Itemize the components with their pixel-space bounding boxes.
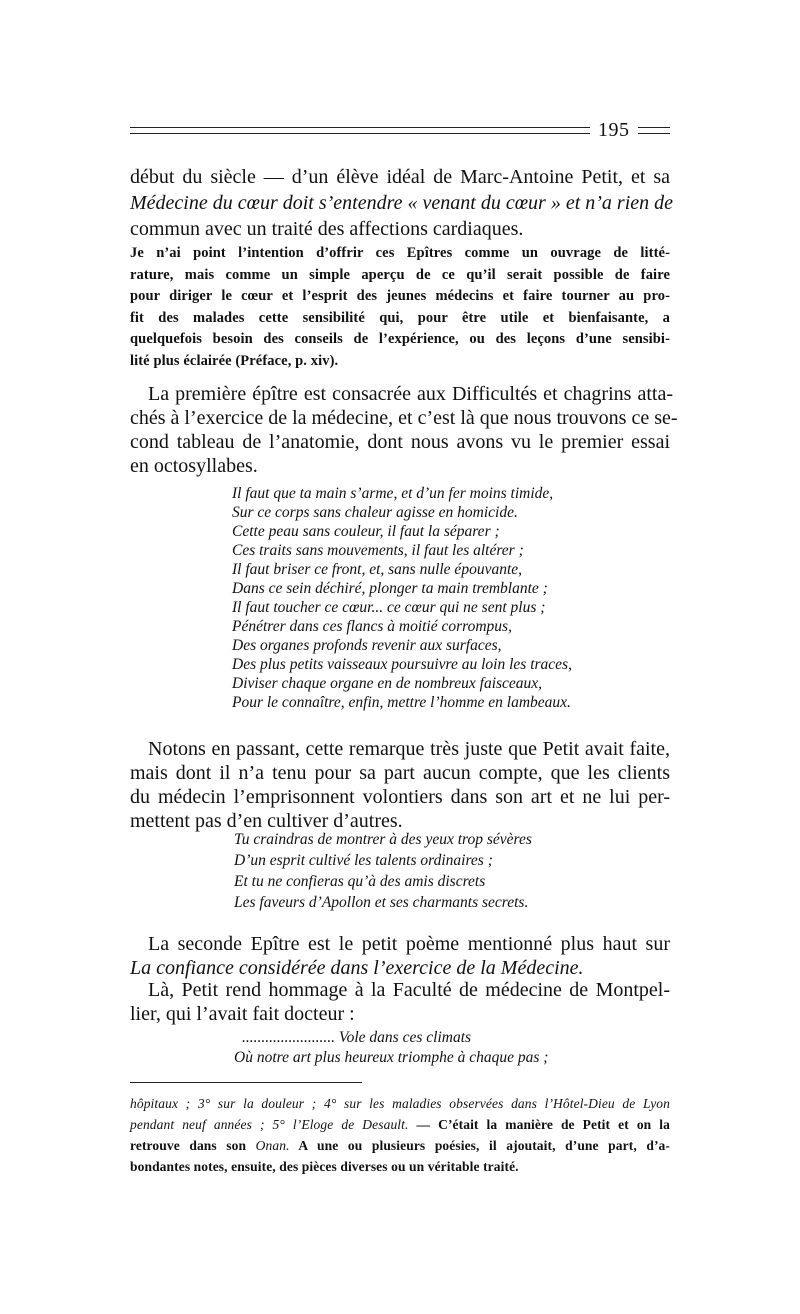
verse-line: Il faut que ta main s’arme, et d’un fer moins timide, — [232, 485, 554, 502]
verse-line: Ces traits sans mouvements, il faut les altérer ; — [232, 542, 524, 559]
paragraph-line: La seconde Epître est le petit poème mentionné plus haut sur — [148, 933, 670, 955]
verse-line: Les faveurs d’Apollon et ses charmants secrets. — [234, 894, 529, 911]
paragraph-line: lier, qui l’avait fait docteur : — [130, 1003, 355, 1025]
quotation-line: quelquefois besoin des conseils de l’expérience, ou des leçons d’une sensibi- — [130, 331, 670, 347]
verse-line: Il faut toucher ce cœur... ce cœur qui ne sent plus ; — [232, 599, 546, 616]
paragraph-line: Médecine du cœur doit s’entendre « venant du cœur » et n’a rien de — [130, 192, 674, 214]
paragraph-line: commun avec un traité des affections cardiaques. — [130, 218, 524, 240]
verse-line: Cette peau sans couleur, il faut la séparer ; — [232, 523, 500, 540]
paragraph-line: La première épître est consacrée aux Difficultés et chagrins atta- — [148, 383, 673, 405]
footnote-line: retrouve dans son Onan. A une ou plusieurs poésies, il ajoutait, d’une part, d’a- — [130, 1138, 670, 1153]
paragraph-line: mettent pas d’en cultiver d’autres. — [130, 810, 403, 832]
running-head-rule-right — [638, 127, 670, 134]
running-head — [130, 119, 670, 142]
running-head-rule-left — [130, 127, 590, 134]
quotation-line: lité plus éclairée (Préface, p. xiv). — [130, 352, 339, 369]
quotation-line: Je n’ai point l’intention d’offrir ces Epîtres comme un ouvrage de litté- — [130, 245, 670, 261]
page-number: 195 — [598, 119, 630, 141]
paragraph-line: cond tableau de l’anatomie, dont nous avons vu le premier essai — [130, 431, 670, 453]
verse-line: Dans ce sein déchiré, plonger ta main tremblante ; — [232, 580, 548, 597]
quotation-line: pour diriger le cœur et l’esprit des jeunes médecins et faire tourner au pro- — [130, 288, 670, 304]
verse-line: Où notre art plus heureux triomphe à chaque pas ; — [234, 1049, 549, 1066]
verse-line: Pénétrer dans ces flancs à moitié corrompus, — [232, 618, 512, 635]
verse-line: Des organes profonds revenir aux surfaces, — [232, 637, 502, 654]
footnote-line: hôpitaux ; 3° sur la douleur ; 4° sur les maladies observées dans l’Hôtel-Dieu de Lyon — [130, 1096, 670, 1111]
footnote-line: bondantes notes, ensuite, des pièces diverses ou un véritable traité. — [130, 1159, 519, 1174]
verse-line: ........................ Vole dans ces climats — [242, 1029, 472, 1046]
verse-line: Il faut briser ce front, et, sans nulle épouvante, — [232, 561, 523, 578]
paragraph-line: chés à l’exercice de la médecine, et c’est là que nous trouvons ce se- — [130, 407, 678, 429]
paragraph-line: mais dont il n’a tenu pour sa part aucun compte, que les clients — [130, 762, 670, 784]
paragraph-line: Notons en passant, cette remarque très juste que Petit avait faite, — [148, 738, 670, 760]
paragraph-line: Là, Petit rend hommage à la Faculté de médecine de Montpel- — [148, 979, 670, 1001]
quotation-line: rature, mais comme un simple aperçu de ce qu’il serait possible de faire — [130, 266, 670, 283]
verse-line: Sur ce corps sans chaleur agisse en homicide. — [232, 504, 518, 521]
paragraph-line: début du siècle — d’un élève idéal de Marc-Antoine Petit, et sa — [130, 166, 670, 188]
verse-line: Et tu ne confieras qu’à des amis discrets — [234, 873, 486, 890]
verse-line: Pour le connaître, enfin, mettre l’homme en lambeaux. — [232, 694, 571, 711]
paragraph-line: La confiance considérée dans l’exercice de la Médecine. — [130, 957, 584, 979]
paragraph-line: en octosyllabes. — [130, 455, 258, 477]
footnote-rule — [130, 1082, 362, 1083]
verse-line: Tu craindras de montrer à des yeux trop sévères — [234, 831, 532, 848]
verse-line: D’un esprit cultivé les talents ordinaires ; — [234, 852, 493, 869]
verse-line: Des plus petits vaisseaux poursuivre au loin les traces, — [232, 656, 572, 673]
quotation-line: fit des malades cette sensibilité qui, pour être utile et bienfaisante, a — [130, 309, 670, 326]
paragraph-line: du médecin l’emprisonnent volontiers dans son art et ne lui per- — [130, 786, 670, 808]
verse-line: Diviser chaque organe en de nombreux faisceaux, — [232, 675, 543, 692]
footnote-line: pendant neuf années ; 5° l’Eloge de Desault. — C’était la manière de Petit et on la — [130, 1117, 671, 1132]
